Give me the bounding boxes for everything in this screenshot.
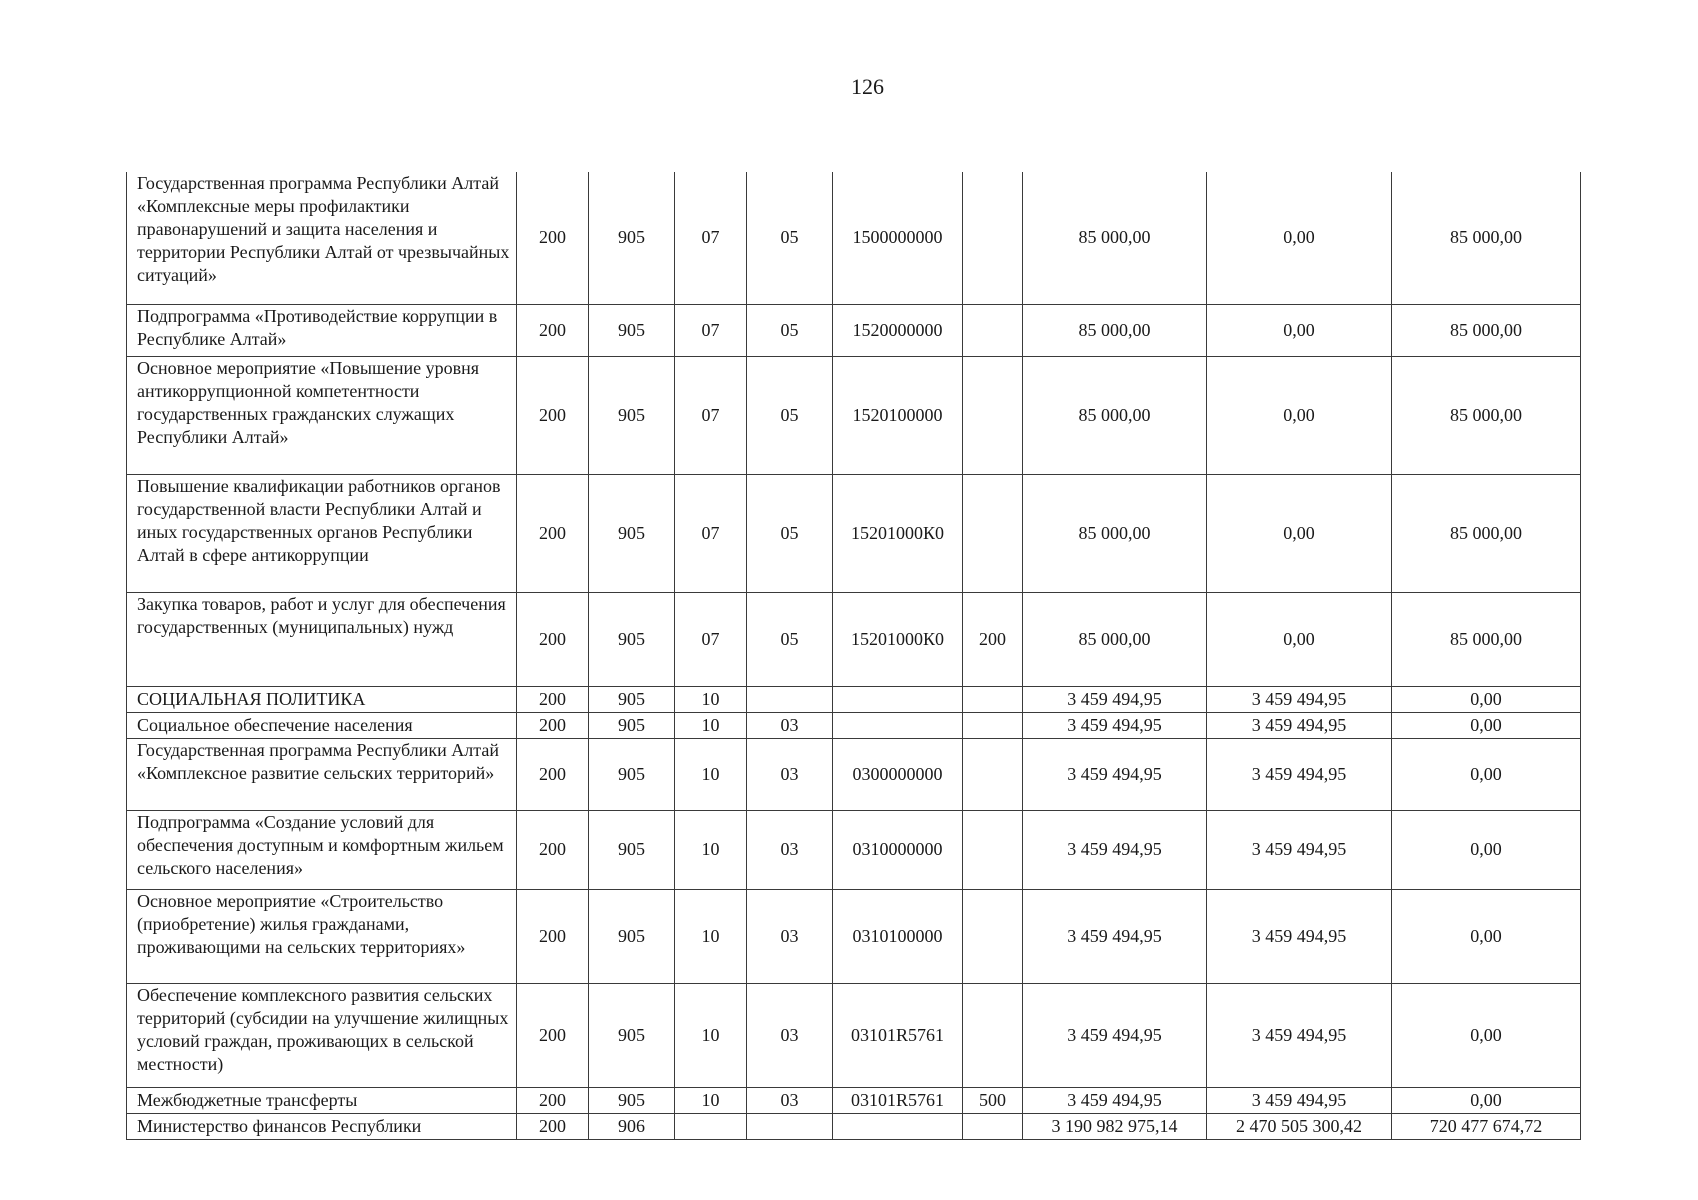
table-row <box>127 1087 1581 1113</box>
row-c2-cell: 905 <box>589 712 675 738</box>
row-c6-cell: 500 <box>963 1087 1023 1113</box>
row-c1-cell: 200 <box>517 889 589 983</box>
row-v3-cell: 85 000,00 <box>1392 356 1581 474</box>
row-v2-cell: 3 459 494,95 <box>1207 686 1392 712</box>
table-row <box>127 1113 1581 1139</box>
row-c5-cell: 03101R5761 <box>833 1087 963 1113</box>
row-c1-cell: 200 <box>517 474 589 592</box>
row-name-cell: Социальное обеспечение населения <box>127 712 517 738</box>
row-c2-cell: 905 <box>589 304 675 356</box>
row-v1-cell: 85 000,00 <box>1023 592 1207 686</box>
row-c6-cell <box>963 356 1023 474</box>
row-name-cell: Министерство финансов Республики <box>127 1113 517 1139</box>
row-name-cell: Основное мероприятие «Строительство (приобретение) жилья гражданами, проживающими на сельских территориях» <box>127 889 517 983</box>
row-c3-cell: 07 <box>675 356 747 474</box>
row-c1-cell: 200 <box>517 810 589 889</box>
row-c4-cell: 05 <box>747 474 833 592</box>
row-c6-cell <box>963 738 1023 810</box>
row-v2-cell: 0,00 <box>1207 304 1392 356</box>
row-v1-cell: 85 000,00 <box>1023 356 1207 474</box>
row-c5-cell: 0300000000 <box>833 738 963 810</box>
row-c3-cell <box>675 1113 747 1139</box>
row-v1-cell: 3 190 982 975,14 <box>1023 1113 1207 1139</box>
table-row <box>127 474 1581 592</box>
row-c3-cell: 10 <box>675 983 747 1087</box>
row-c2-cell: 905 <box>589 474 675 592</box>
row-c4-cell: 05 <box>747 172 833 304</box>
row-c6-cell: 200 <box>963 592 1023 686</box>
table-row <box>127 172 1581 304</box>
table-row <box>127 810 1581 889</box>
table-row <box>127 356 1581 474</box>
row-c4-cell: 03 <box>747 889 833 983</box>
row-v3-cell: 0,00 <box>1392 738 1581 810</box>
row-c5-cell <box>833 712 963 738</box>
row-c1-cell: 200 <box>517 983 589 1087</box>
row-c5-cell: 03101R5761 <box>833 983 963 1087</box>
row-v2-cell: 3 459 494,95 <box>1207 712 1392 738</box>
row-c4-cell <box>747 1113 833 1139</box>
table-row <box>127 712 1581 738</box>
row-v2-cell: 0,00 <box>1207 356 1392 474</box>
row-v1-cell: 3 459 494,95 <box>1023 1087 1207 1113</box>
row-c6-cell <box>963 983 1023 1087</box>
row-c2-cell: 905 <box>589 592 675 686</box>
row-c3-cell: 10 <box>675 712 747 738</box>
row-c6-cell <box>963 474 1023 592</box>
row-c4-cell: 03 <box>747 810 833 889</box>
row-c5-cell: 1500000000 <box>833 172 963 304</box>
row-c1-cell: 200 <box>517 712 589 738</box>
row-c4-cell: 03 <box>747 712 833 738</box>
row-v2-cell: 3 459 494,95 <box>1207 738 1392 810</box>
row-v2-cell: 0,00 <box>1207 172 1392 304</box>
row-c5-cell: 1520100000 <box>833 356 963 474</box>
row-v1-cell: 85 000,00 <box>1023 304 1207 356</box>
table-row <box>127 983 1581 1087</box>
row-v1-cell: 3 459 494,95 <box>1023 712 1207 738</box>
row-v2-cell: 0,00 <box>1207 474 1392 592</box>
row-c3-cell: 07 <box>675 592 747 686</box>
row-c4-cell: 03 <box>747 1087 833 1113</box>
row-name-cell: Закупка товаров, работ и услуг для обеспечения государственных (муниципальных) нужд <box>127 592 517 686</box>
row-c3-cell: 10 <box>675 810 747 889</box>
row-v3-cell: 85 000,00 <box>1392 474 1581 592</box>
row-c1-cell: 200 <box>517 686 589 712</box>
row-c3-cell: 07 <box>675 474 747 592</box>
row-c5-cell: 0310000000 <box>833 810 963 889</box>
row-c5-cell: 15201000К0 <box>833 592 963 686</box>
row-v1-cell: 3 459 494,95 <box>1023 738 1207 810</box>
row-v3-cell: 0,00 <box>1392 712 1581 738</box>
row-v3-cell: 0,00 <box>1392 983 1581 1087</box>
row-c3-cell: 10 <box>675 738 747 810</box>
row-c6-cell <box>963 810 1023 889</box>
row-c1-cell: 200 <box>517 592 589 686</box>
row-v3-cell: 85 000,00 <box>1392 304 1581 356</box>
row-v1-cell: 3 459 494,95 <box>1023 810 1207 889</box>
table-row <box>127 592 1581 686</box>
row-v3-cell: 720 477 674,72 <box>1392 1113 1581 1139</box>
row-name-cell: Повышение квалификации работников органов государственной власти Республики Алтай и иных государственных органов Республики Алтай в сфере антикоррупции <box>127 474 517 592</box>
row-c6-cell <box>963 1113 1023 1139</box>
row-v3-cell: 0,00 <box>1392 889 1581 983</box>
table-row <box>127 304 1581 356</box>
row-c1-cell: 200 <box>517 356 589 474</box>
row-c1-cell: 200 <box>517 738 589 810</box>
row-c1-cell: 200 <box>517 172 589 304</box>
row-c3-cell: 07 <box>675 172 747 304</box>
row-c1-cell: 200 <box>517 304 589 356</box>
row-c2-cell: 906 <box>589 1113 675 1139</box>
row-c5-cell: 15201000К0 <box>833 474 963 592</box>
row-v3-cell: 85 000,00 <box>1392 592 1581 686</box>
row-c2-cell: 905 <box>589 356 675 474</box>
row-v1-cell: 3 459 494,95 <box>1023 983 1207 1087</box>
row-v1-cell: 85 000,00 <box>1023 172 1207 304</box>
row-c4-cell: 05 <box>747 592 833 686</box>
row-name-cell: Основное мероприятие «Повышение уровня антикоррупционной компетентности государственных гражданских служащих Республики Алтай» <box>127 356 517 474</box>
row-v2-cell: 3 459 494,95 <box>1207 889 1392 983</box>
row-c2-cell: 905 <box>589 983 675 1087</box>
row-v2-cell: 3 459 494,95 <box>1207 1087 1392 1113</box>
row-c6-cell <box>963 889 1023 983</box>
row-c2-cell: 905 <box>589 810 675 889</box>
row-v3-cell: 0,00 <box>1392 1087 1581 1113</box>
row-c1-cell: 200 <box>517 1087 589 1113</box>
row-c6-cell <box>963 686 1023 712</box>
row-v1-cell: 3 459 494,95 <box>1023 686 1207 712</box>
row-v2-cell: 2 470 505 300,42 <box>1207 1113 1392 1139</box>
row-name-cell: Подпрограмма «Создание условий для обеспечения доступным и комфортным жильем сельского населения» <box>127 810 517 889</box>
row-c3-cell: 07 <box>675 304 747 356</box>
row-c5-cell <box>833 686 963 712</box>
table-row <box>127 889 1581 983</box>
row-c5-cell: 1520000000 <box>833 304 963 356</box>
row-c6-cell <box>963 712 1023 738</box>
table-row <box>127 738 1581 810</box>
row-name-cell: СОЦИАЛЬНАЯ ПОЛИТИКА <box>127 686 517 712</box>
row-c6-cell <box>963 304 1023 356</box>
row-v3-cell: 0,00 <box>1392 686 1581 712</box>
row-c6-cell <box>963 172 1023 304</box>
row-name-cell: Межбюджетные трансферты <box>127 1087 517 1113</box>
row-name-cell: Подпрограмма «Противодействие коррупции в Республике Алтай» <box>127 304 517 356</box>
row-c3-cell: 10 <box>675 889 747 983</box>
page-number: 126 <box>851 74 884 99</box>
row-c4-cell <box>747 686 833 712</box>
row-name-cell: Государственная программа Республики Алтай «Комплексное развитие сельских территорий» <box>127 738 517 810</box>
row-c1-cell: 200 <box>517 1113 589 1139</box>
row-v2-cell: 3 459 494,95 <box>1207 983 1392 1087</box>
row-c4-cell: 03 <box>747 738 833 810</box>
row-c3-cell: 10 <box>675 1087 747 1113</box>
budget-table <box>126 172 1581 1140</box>
row-v3-cell: 0,00 <box>1392 810 1581 889</box>
row-c4-cell: 05 <box>747 304 833 356</box>
row-c4-cell: 05 <box>747 356 833 474</box>
row-v1-cell: 3 459 494,95 <box>1023 889 1207 983</box>
row-v3-cell: 85 000,00 <box>1392 172 1581 304</box>
table-row <box>127 686 1581 712</box>
row-c2-cell: 905 <box>589 1087 675 1113</box>
row-name-cell: Государственная программа Республики Алтай «Комплексные меры профилактики правонарушений и защита населения и территории Республики Алтай от чрезвычайных ситуаций» <box>127 172 517 304</box>
row-c2-cell: 905 <box>589 686 675 712</box>
row-c5-cell: 0310100000 <box>833 889 963 983</box>
row-c3-cell: 10 <box>675 686 747 712</box>
row-c5-cell <box>833 1113 963 1139</box>
row-c2-cell: 905 <box>589 738 675 810</box>
row-v2-cell: 0,00 <box>1207 592 1392 686</box>
row-name-cell: Обеспечение комплексного развития сельских территорий (субсидии на улучшение жилищных условий граждан, проживающих в сельской местности) <box>127 983 517 1087</box>
row-v1-cell: 85 000,00 <box>1023 474 1207 592</box>
row-c4-cell: 03 <box>747 983 833 1087</box>
row-c2-cell: 905 <box>589 172 675 304</box>
row-c2-cell: 905 <box>589 889 675 983</box>
row-v2-cell: 3 459 494,95 <box>1207 810 1392 889</box>
